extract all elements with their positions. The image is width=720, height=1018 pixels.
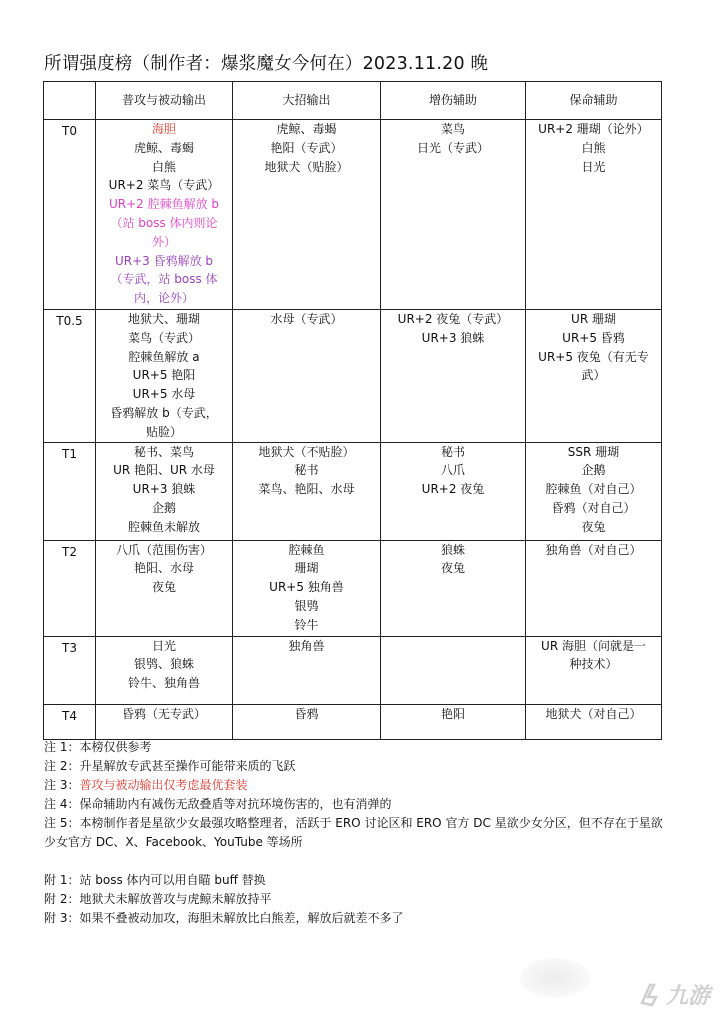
cell-line: 珊瑚	[294, 561, 319, 576]
cell-line: 贴脸）	[145, 424, 182, 439]
cell-line: 狼蛛	[440, 542, 465, 557]
cell-line: 昏鸦	[294, 706, 319, 721]
cell-line: 昏鸦（对自己）	[551, 500, 636, 515]
cell-line: 独角兽（对自己）	[545, 542, 642, 557]
cell-line: 八爪（范围伤害）	[115, 542, 212, 557]
table-cell	[526, 442, 662, 540]
table-cell	[381, 704, 526, 739]
cell-line: 日光	[581, 159, 606, 174]
tier-label: T4	[44, 704, 96, 739]
note-2: 注 2：升星解放专武甚至操作可能带来质的飞跃	[44, 759, 296, 773]
table-cell	[96, 442, 233, 540]
note-5: 注 5：本榜制作者是星欲少女最强攻略整理者，活跃于 ERO 讨论区和 ERO 官方 DC 星欲少女分区，但不存在于星欲	[44, 816, 663, 830]
header-ultimate: 大招输出	[233, 82, 381, 120]
cell-line: 菜鸟、艳阳、水母	[258, 482, 355, 497]
table-cell	[381, 120, 526, 310]
cell-line: 秘书	[294, 463, 319, 478]
watermark-text: 九游	[665, 984, 710, 1009]
appendix-2: 附 2：地狱犬未解放普攻与虎鲸未解放持平	[44, 892, 272, 906]
cell-line: UR+5 水母	[132, 387, 196, 402]
table-row	[44, 310, 662, 443]
cell-line: 内，论外）	[133, 291, 194, 306]
header-row	[44, 82, 662, 120]
cell-line: UR+3 狼蛛	[421, 330, 485, 345]
table-row	[44, 540, 662, 636]
cell-line: 虎鲸、毒蝎	[276, 122, 337, 136]
tier-label: T3	[44, 636, 96, 704]
table-cell	[381, 636, 526, 704]
cell-line: UR+5 昏鸦	[562, 330, 625, 345]
cell-line: 地狱犬（对自己）	[545, 706, 642, 721]
cell-line: 日光	[151, 638, 176, 653]
table-cell	[96, 540, 233, 636]
notes-section	[44, 738, 684, 928]
table-row	[44, 442, 662, 540]
table-cell	[526, 310, 662, 443]
table-cell	[233, 540, 381, 636]
note-3-text: 普攻与被动输出仅考虑最优套装	[79, 778, 248, 792]
tier-label: T0	[44, 120, 96, 310]
cell-line: UR+2 夜兔（专武）	[397, 312, 509, 326]
table-cell	[233, 636, 381, 704]
cell-line: UR 艳阳、UR 水母	[113, 463, 215, 478]
cell-line: 夜兔	[151, 580, 176, 595]
table-cell	[381, 540, 526, 636]
table-cell	[96, 704, 233, 739]
note-3: 注 3：普攻与被动输出仅考虑最优套装	[44, 778, 248, 792]
cell-line: 腔棘鱼解放 a	[128, 349, 200, 364]
table-cell	[381, 442, 526, 540]
cell-line: UR+5 独角兽	[269, 580, 344, 595]
table-row	[44, 704, 662, 739]
cell-line: UR+2 珊瑚（论外）	[538, 122, 649, 136]
cell-line: UR 海胆（问就是一	[541, 638, 646, 653]
cell-line: 腔棘鱼未解放	[127, 519, 200, 534]
table-cell	[233, 442, 381, 540]
table-cell	[96, 636, 233, 704]
cell-line: 银鸮、狼蛛	[133, 657, 194, 672]
cell-line: 八爪	[440, 463, 465, 478]
appendix-1: 附 1：站 boss 体内可以用自瞄 buff 替换	[44, 873, 266, 887]
table-cell	[381, 310, 526, 443]
cell-line: 铃牛、独角兽	[127, 676, 200, 691]
table-cell	[526, 636, 662, 704]
cell-line: 地狱犬（贴脸）	[264, 159, 349, 174]
cell-line: 昏鸦解放 b（专武，	[110, 405, 218, 420]
cell-line: SSR 珊瑚	[567, 444, 620, 459]
tier-label: T1	[44, 442, 96, 540]
table-row	[44, 120, 662, 310]
tier-label: T2	[44, 540, 96, 636]
header-empty	[44, 82, 96, 120]
note-4: 注 4：保命辅助内有减伤无敌叠盾等对抗环境伤害的，也有消弹的	[44, 797, 392, 811]
cell-line: UR+2 腔棘鱼解放 b	[108, 197, 220, 212]
table-cell	[526, 120, 662, 310]
cell-line: 虎鲸、毒蝎	[133, 140, 194, 155]
table-cell	[233, 310, 381, 443]
cell-line: 水母（专武）	[270, 312, 343, 326]
cell-line: 武）	[581, 368, 606, 383]
table-cell	[526, 540, 662, 636]
cell-line: 艳阳	[440, 706, 465, 721]
appendix-3: 附 3：如果不叠被动加攻，海胆未解放比白熊差，解放后就差不多了	[44, 911, 404, 925]
table-cell	[526, 704, 662, 739]
cell-line: （站 boss 体内则论	[110, 215, 218, 230]
cell-line: 昏鸦（无专武）	[121, 706, 206, 721]
cell-line: UR 珊瑚	[571, 312, 616, 326]
cell-line: UR+5 夜兔（有无专	[538, 349, 649, 364]
cell-line: UR+3 狼蛛	[132, 482, 196, 497]
cell-line: 秘书、菜鸟	[133, 444, 194, 459]
cell-line: 银鸮	[294, 598, 319, 613]
note-1: 注 1：本榜仅供参考	[44, 740, 152, 754]
cell-line: 艳阳、水母	[133, 561, 194, 576]
table-row	[44, 636, 662, 704]
cell-line: 白熊	[581, 140, 606, 155]
cell-line: 夜兔	[440, 561, 465, 576]
cell-line: UR+3 昏鸦解放 b	[114, 253, 214, 268]
table-cell	[96, 120, 233, 310]
cell-line: 种技术）	[569, 657, 618, 672]
note-5-cont: 少女官方 DC、X、Facebook、YouTube 等场所	[44, 835, 303, 849]
cell-line: 地狱犬（不贴脸）	[258, 444, 355, 459]
cell-line: （专武，站 boss 体	[110, 272, 218, 287]
table-cell	[233, 704, 381, 739]
table-cell	[96, 310, 233, 443]
cell-line: 日光（专武）	[416, 140, 489, 155]
table-cell	[233, 120, 381, 310]
cell-line: 白熊	[151, 159, 176, 174]
cell-line: 海胆	[151, 122, 176, 136]
cell-line: 铃牛	[294, 617, 319, 632]
cell-line: UR+2 夜兔	[421, 482, 485, 497]
cell-line: 艳阳（专武）	[270, 140, 343, 155]
watermark	[636, 979, 710, 1010]
header-normal-passive: 普攻与被动输出	[96, 82, 233, 120]
cell-line: 外）	[151, 234, 176, 249]
cell-line: UR+2 菜鸟（专武）	[108, 178, 220, 193]
cell-line: 菜鸟	[440, 122, 465, 136]
tier-label: T0.5	[44, 310, 96, 443]
cell-line: 秘书	[440, 444, 465, 459]
cell-line: 企鹅	[581, 463, 606, 478]
cell-line: 企鹅	[151, 500, 176, 515]
page-title: 所谓强度榜（制作者：爆浆魔女今何在）2023.11.20 晚	[44, 54, 489, 74]
cell-line: 独角兽	[288, 638, 325, 653]
cell-line: UR+5 艳阳	[132, 368, 196, 383]
header-damage-buff: 增伤辅助	[381, 82, 526, 120]
cell-line: 菜鸟（专武）	[127, 330, 200, 345]
cell-line: 地狱犬、珊瑚	[127, 312, 200, 326]
watermark-glow	[520, 958, 590, 998]
header-survival: 保命辅助	[526, 82, 662, 120]
cell-line: 腔棘鱼	[288, 542, 325, 557]
tier-table	[43, 81, 662, 740]
watermark-logo-icon	[636, 981, 664, 1009]
cell-line: 腔棘鱼（对自己）	[545, 482, 642, 497]
cell-line: 夜兔	[581, 519, 606, 534]
